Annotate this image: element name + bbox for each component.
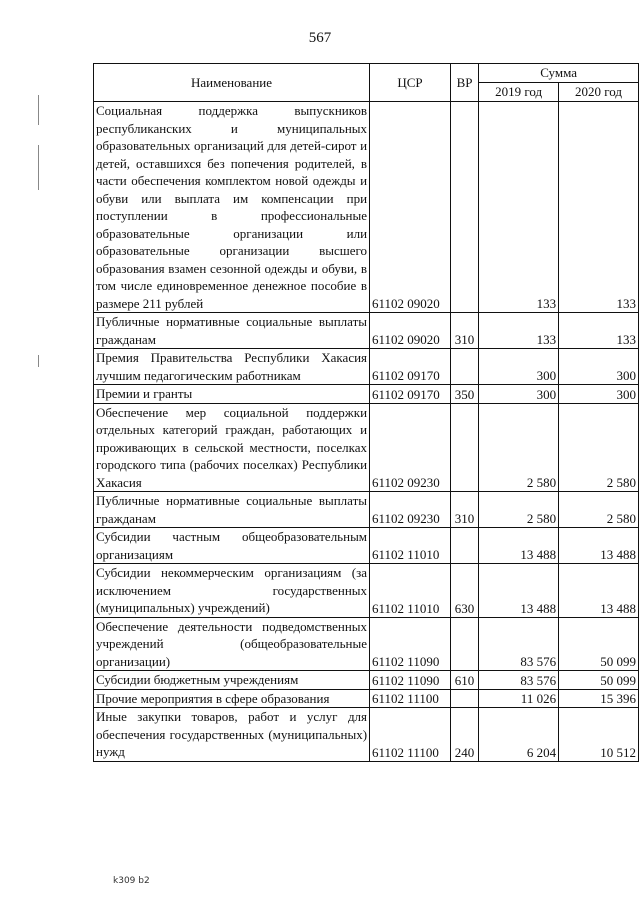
row-2020: 300 — [559, 349, 639, 385]
row-2020: 10 512 — [559, 708, 639, 762]
row-name: Иные закупки товаров, работ и услуг для обеспечения государственных (муниципальных) нужд — [94, 708, 370, 762]
table-row — [94, 403, 639, 492]
row-2020: 50 099 — [559, 617, 639, 671]
row-csr: 61102 11100 — [370, 689, 451, 708]
header-name: Наименование — [94, 64, 370, 102]
table-row — [94, 102, 639, 313]
row-vr — [450, 617, 478, 671]
row-csr: 61102 11100 — [370, 708, 451, 762]
row-2019: 13 488 — [479, 564, 559, 618]
row-name: Премия Правительства Республики Хакасия лучшим педагогическим работникам — [94, 349, 370, 385]
row-vr: 310 — [450, 492, 478, 528]
row-vr — [450, 528, 478, 564]
row-name: Социальная поддержка выпускников республиканских и муниципальных образовательных организаций для детей-сирот и детей, оставшихся без попечения родителей, в части обеспечения комплектом новой одежды и обуви или выплата им компенсации при поступлении в профессиональные образовательные организации или образовательные организации высшего образования взамен сезонной одежды и обуви, в том числе единовременное денежное пособие в размере 211 рублей — [94, 102, 370, 313]
table-row — [94, 313, 639, 349]
page-number: 567 — [308, 30, 332, 46]
row-name: Премии и гранты — [94, 385, 370, 404]
row-2020: 13 488 — [559, 528, 639, 564]
table-body — [94, 102, 639, 762]
table-row — [94, 349, 639, 385]
row-csr: 61102 11010 — [370, 528, 451, 564]
row-name: Публичные нормативные социальные выплаты гражданам — [94, 492, 370, 528]
margin-mark — [38, 355, 39, 367]
row-2020: 2 580 — [559, 492, 639, 528]
row-2019: 13 488 — [479, 528, 559, 564]
table-row — [94, 708, 639, 762]
row-csr: 61102 09170 — [370, 385, 451, 404]
row-2020: 133 — [559, 313, 639, 349]
budget-table — [93, 63, 639, 762]
header-2019: 2019 год — [479, 83, 559, 102]
row-2019: 83 576 — [479, 671, 559, 690]
table-row — [94, 564, 639, 618]
row-2019: 2 580 — [479, 492, 559, 528]
row-2019: 133 — [479, 313, 559, 349]
row-2020: 2 580 — [559, 403, 639, 492]
table-row — [94, 617, 639, 671]
row-vr — [450, 349, 478, 385]
row-name: Прочие мероприятия в сфере образования — [94, 689, 370, 708]
footer-note: k309 b2 — [113, 876, 150, 886]
row-2019: 83 576 — [479, 617, 559, 671]
row-csr: 61102 11090 — [370, 617, 451, 671]
row-2020: 13 488 — [559, 564, 639, 618]
row-2019: 300 — [479, 385, 559, 404]
row-name: Публичные нормативные социальные выплаты гражданам — [94, 313, 370, 349]
margin-mark — [38, 95, 39, 125]
row-2019: 300 — [479, 349, 559, 385]
row-csr: 61102 09020 — [370, 102, 451, 313]
row-vr: 310 — [450, 313, 478, 349]
row-vr — [450, 403, 478, 492]
row-name: Обеспечение мер социальной поддержки отдельных категорий граждан, работающих и проживающих в сельской местности, поселках городского типа (рабочих поселках) Республики Хакасия — [94, 403, 370, 492]
row-2019: 133 — [479, 102, 559, 313]
row-2020: 50 099 — [559, 671, 639, 690]
header-csr: ЦСР — [370, 64, 451, 102]
row-csr: 61102 11090 — [370, 671, 451, 690]
header-row — [94, 64, 639, 83]
row-2020: 15 396 — [559, 689, 639, 708]
row-csr: 61102 09020 — [370, 313, 451, 349]
header-sum: Сумма — [479, 64, 639, 83]
header-vr: ВР — [450, 64, 478, 102]
row-csr: 61102 09230 — [370, 492, 451, 528]
row-vr: 630 — [450, 564, 478, 618]
row-2019: 11 026 — [479, 689, 559, 708]
row-vr: 350 — [450, 385, 478, 404]
row-2019: 6 204 — [479, 708, 559, 762]
row-2020: 133 — [559, 102, 639, 313]
row-name: Субсидии некоммерческим организациям (за исключением государственных (муниципальных) учреждений) — [94, 564, 370, 618]
row-vr — [450, 689, 478, 708]
row-vr: 240 — [450, 708, 478, 762]
row-2019: 2 580 — [479, 403, 559, 492]
table-row — [94, 689, 639, 708]
table-row — [94, 671, 639, 690]
margin-mark — [38, 145, 39, 190]
row-name: Обеспечение деятельности подведомственных учреждений (общеобразовательные организации) — [94, 617, 370, 671]
table-row — [94, 385, 639, 404]
row-name: Субсидии бюджетным учреждениям — [94, 671, 370, 690]
row-name: Субсидии частным общеобразовательным организациям — [94, 528, 370, 564]
row-vr — [450, 102, 478, 313]
row-vr: 610 — [450, 671, 478, 690]
row-2020: 300 — [559, 385, 639, 404]
row-csr: 61102 09230 — [370, 403, 451, 492]
table-row — [94, 528, 639, 564]
row-csr: 61102 11010 — [370, 564, 451, 618]
header-2020: 2020 год — [559, 83, 639, 102]
table-row — [94, 492, 639, 528]
row-csr: 61102 09170 — [370, 349, 451, 385]
